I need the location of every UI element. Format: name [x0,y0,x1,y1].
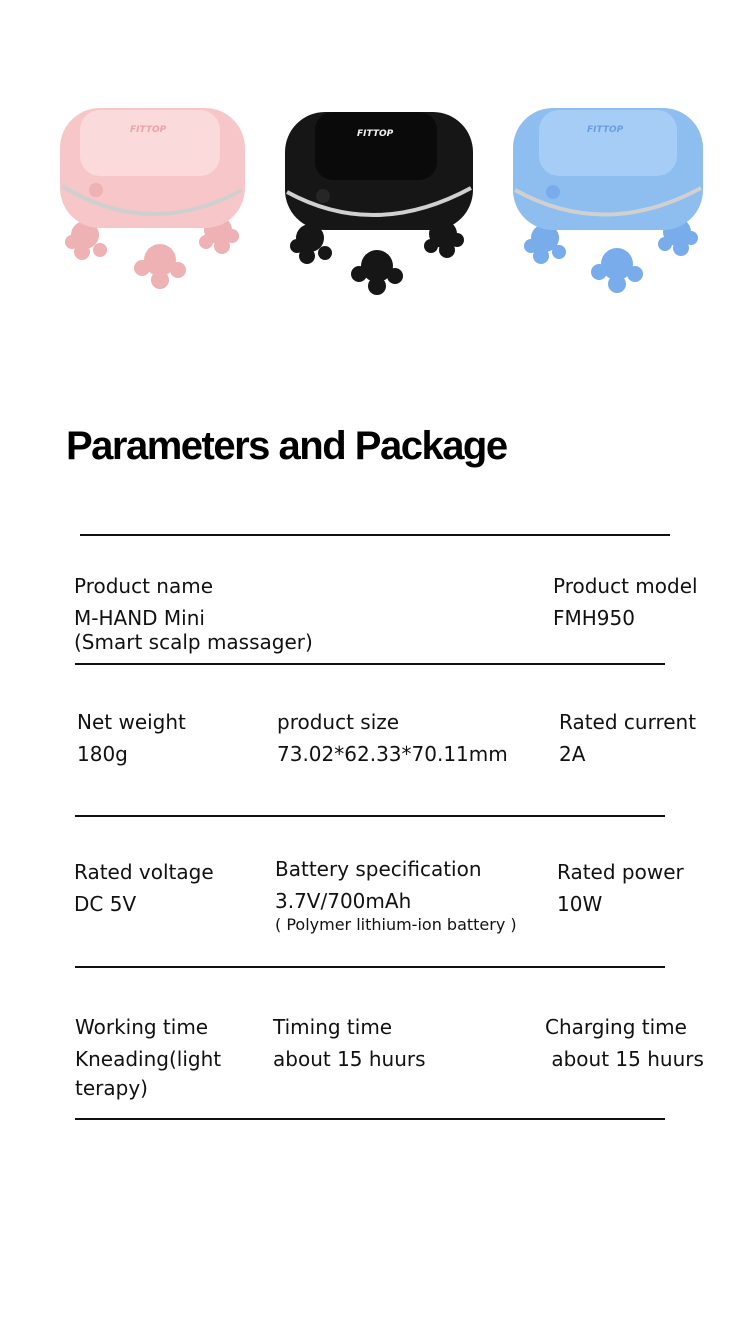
spec-value-rated-power: 10W [557,892,603,916]
spec-value-product-name: M-HAND Mini [74,606,205,630]
divider [75,1118,665,1120]
brand-logo: FITTOP [587,125,624,135]
spec-value-timing-time: about 15 huurs [273,1047,426,1071]
spec-label-product-size: product size [277,710,400,734]
spec-label-battery: Battery specification [275,857,482,881]
brand-logo: FITTOP [130,125,167,135]
divider [75,663,665,665]
spec-value-rated-voltage: DC 5V [74,892,137,916]
spec-value-rated-current: 2A [559,742,586,766]
spec-label-timing-time: Timing time [273,1015,393,1039]
spec-label-product-model: Product model [553,574,698,598]
product-image-black [275,100,480,300]
spec-value-net-weight: 180g [77,742,128,766]
spec-label-net-weight: Net weight [77,710,186,734]
spec-value-battery: 3.7V/700mAh [275,889,412,913]
spec-label-rated-current: Rated current [559,710,697,734]
spec-label-working-time: Working time [75,1015,209,1039]
product-image-pink [50,100,255,300]
spec-label-rated-power: Rated power [557,860,684,884]
spec-note-battery: ( Polymer lithium-ion battery ) [275,915,517,934]
spec-value-product-size: 73.02*62.33*70.11mm [277,742,508,766]
divider [80,534,670,536]
spec-value-working-time: Kneading(light [75,1047,222,1071]
spec-value-working-time-line2: terapy) [75,1076,148,1100]
divider [75,815,665,817]
spec-value-charging-time: about 15 huurs [545,1047,704,1071]
product-image-blue [505,100,710,300]
spec-value-product-model: FMH950 [553,606,635,630]
brand-logo: FITTOP [357,129,394,139]
spec-label-rated-voltage: Rated voltage [74,860,214,884]
page-title: Parameters and Package [66,424,507,468]
spec-label-charging-time: Charging time [545,1015,687,1039]
divider [75,966,665,968]
spec-label-product-name: Product name [74,574,214,598]
spec-value-product-name-line2: (Smart scalp massager) [74,630,313,654]
